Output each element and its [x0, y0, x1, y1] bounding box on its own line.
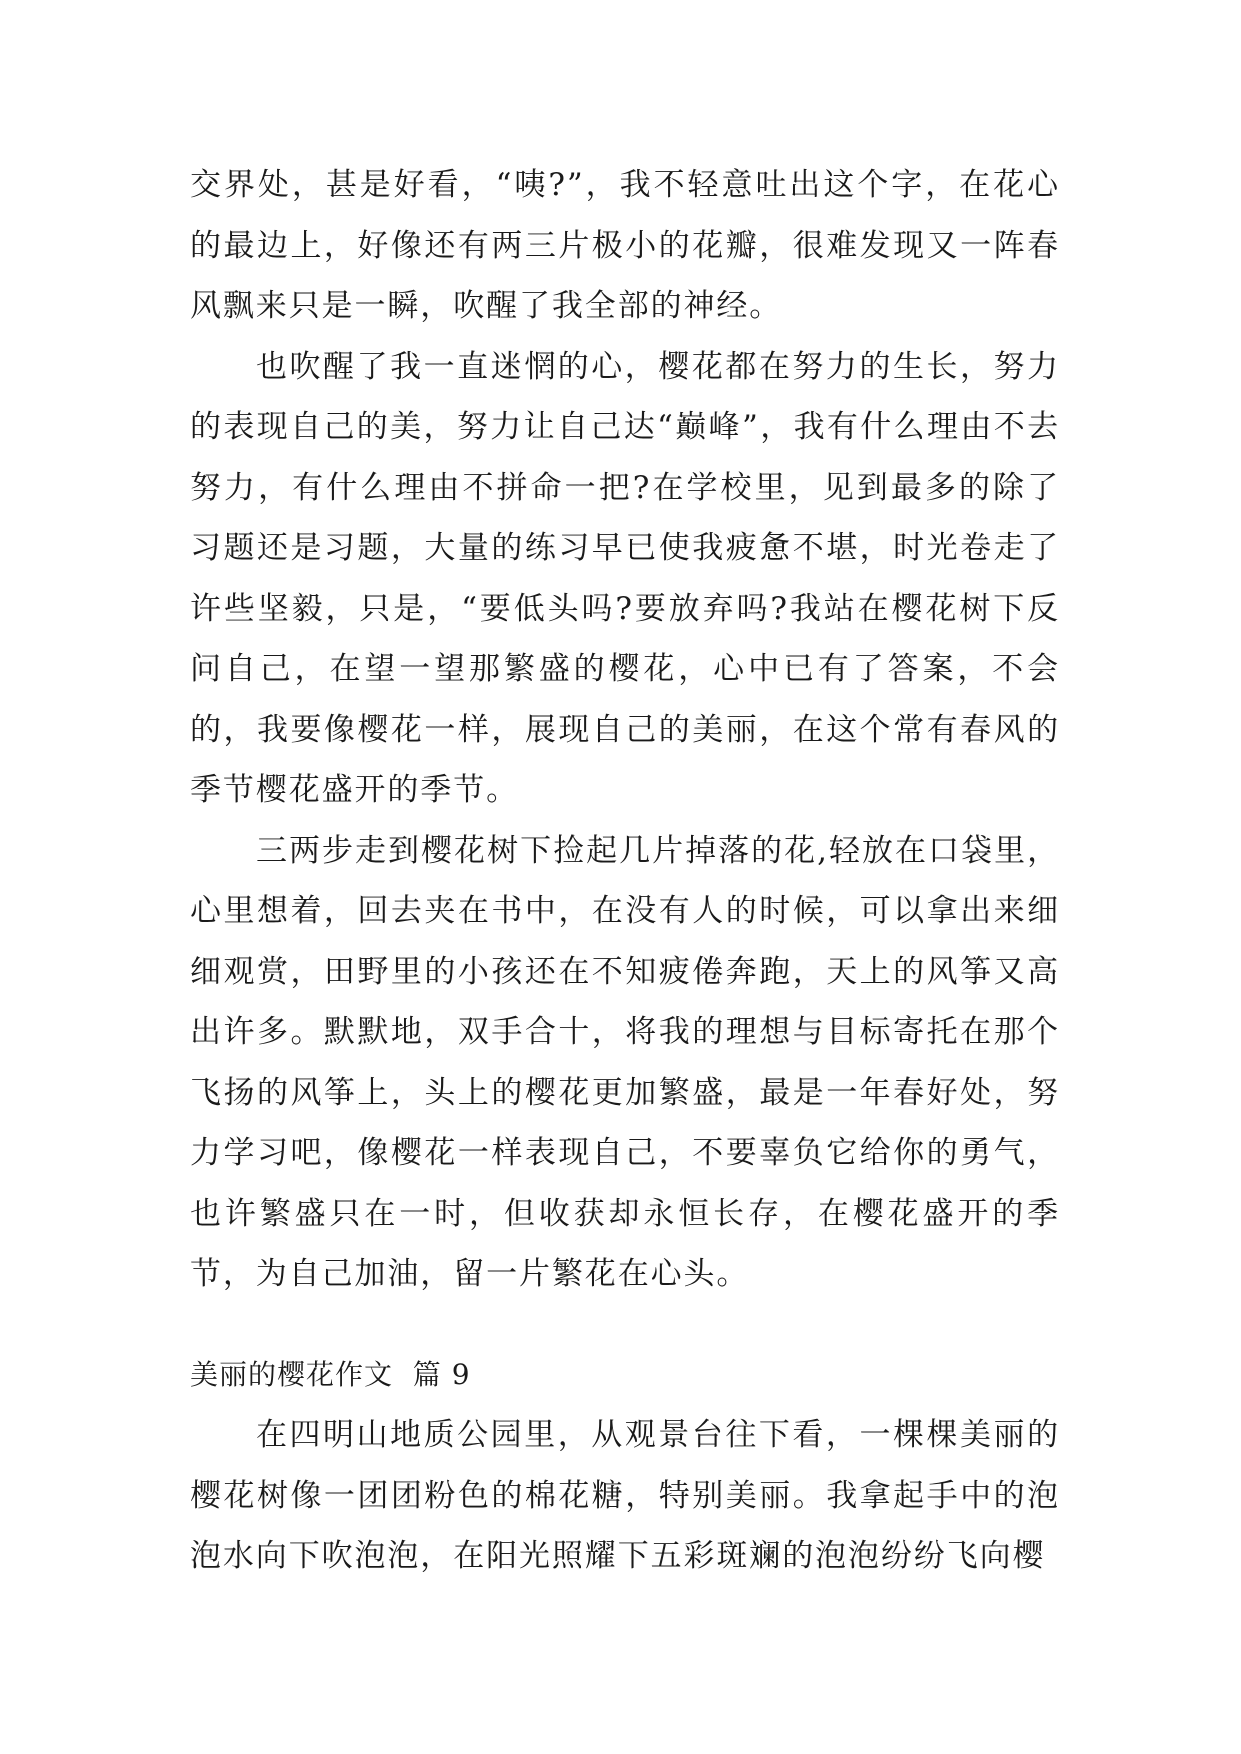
paragraph: 三两步走到樱花树下捡起几片掉落的花,轻放在口袋里，心里想着，回去夹在书中，在没有人的时候，可以拿出来细细观赏，田野里的小孩还在不知疲倦奔跑，天上的风筝又高出许多。默默地，双手合十，将我的理想与目标寄托在那个飞扬的风筝上，头上的樱花更加繁盛，最是一年春好处，努力学习吧，像樱花一样表现自己，不要辜负它给你的勇气，也许繁盛只在一时，但收获却永恒长存，在樱花盛开的季节，为自己加油，留一片繁花在心头。 — [190, 832, 1060, 1292]
section-heading: 美丽的樱花作文 篇 9 — [190, 1357, 471, 1391]
document-page — [190, 155, 1060, 1587]
section-paragraph: 在四明山地质公园里，从观景台往下看，一棵棵美丽的樱花树像一团团粉色的棉花糖，特别美丽。我拿起手中的泡泡水向下吹泡泡，在阳光照耀下五彩斑斓的泡泡纷纷飞向樱 — [190, 1417, 1060, 1574]
paragraph-continued: 交界处，甚是好看，“咦?”，我不轻意吐出这个字，在花心的最边上，好像还有两三片极小的花瓣，很难发现又一阵春风飘来只是一瞬，吹醒了我全部的神经。 — [190, 167, 1060, 324]
paragraph: 也吹醒了我一直迷惘的心，樱花都在努力的生长，努力的表现自己的美，努力让自己达“巅峰”，我有什么理由不去努力，有什么理由不拼命一把?在学校里，见到最多的除了习题还是习题，大量的练习早已使我疲惫不堪，时光卷走了许些坚毅，只是，“要低头吗?要放弃吗?我站在樱花树下反问自己，在望一望那繁盛的樱花，心中已有了答案，不会的，我要像樱花一样，展现自己的美丽，在这个常有春风的季节樱花盛开的季节。 — [190, 348, 1060, 808]
